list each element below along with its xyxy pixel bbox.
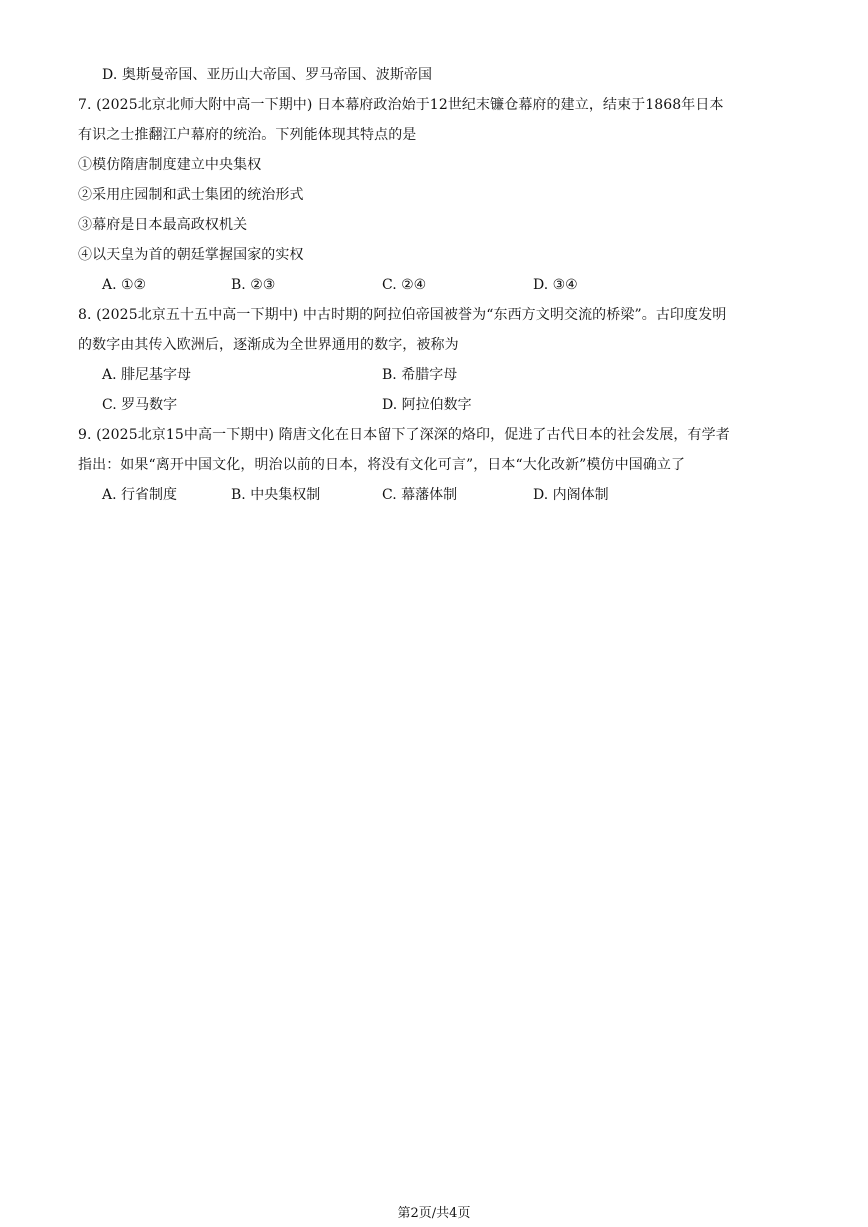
q7-option-d: D. ③④: [533, 277, 578, 293]
q7-item-3: ③幕府是日本最高政权机关: [78, 217, 248, 233]
q7-item-2: ②采用庄园制和武士集团的统治形式: [78, 187, 304, 203]
q7-stem-line2: 有识之士推翻江户幕府的统治。下列能体现其特点的是: [78, 127, 417, 143]
q9-stem-line2: 指出：如果“离开中国文化，明治以前的日本，将没有文化可言”，日本“大化改新”模仿中国确立了: [78, 457, 686, 473]
q6-option-d: D. 奥斯曼帝国、亚历山大帝国、罗马帝国、波斯帝国: [102, 67, 433, 83]
q9-option-c: C. 幕藩体制: [382, 487, 458, 503]
q8-option-a: A. 腓尼基字母: [102, 367, 192, 383]
q7-stem-line1: 7. (2025北京北师大附中高一下期中) 日本幕府政治始于12世纪末镰仓幕府的建立，结束于1868年日本: [78, 97, 724, 113]
q7-option-c: C. ②④: [382, 277, 427, 293]
q8-option-d: D. 阿拉伯数字: [382, 397, 472, 413]
q7-option-a: A. ①②: [102, 277, 147, 293]
q9-option-a: A. 行省制度: [102, 487, 178, 503]
q9-option-b: B. 中央集权制: [231, 487, 321, 503]
q9-option-d: D. 内阁体制: [533, 487, 609, 503]
q8-stem-line1: 8. (2025北京五十五中高一下期中) 中古时期的阿拉伯帝国被誉为“东西方文明交流的桥梁”。古印度发明: [78, 307, 727, 323]
q8-stem-line2: 的数字由其传入欧洲后，逐渐成为全世界通用的数字，被称为: [78, 337, 459, 353]
q8-option-b: B. 希腊字母: [382, 367, 458, 383]
q9-stem-line1: 9. (2025北京15中高一下期中) 隋唐文化在日本留下了深深的烙印，促进了古代日本的社会发展，有学者: [78, 427, 730, 443]
q7-item-4: ④以天皇为首的朝廷掌握国家的实权: [78, 247, 304, 263]
page-number-footer: 第2页/共4页: [397, 1206, 471, 1221]
q8-option-c: C. 罗马数字: [102, 397, 178, 413]
q7-item-1: ①模仿隋唐制度建立中央集权: [78, 157, 262, 173]
q7-option-b: B. ②③: [231, 277, 276, 293]
